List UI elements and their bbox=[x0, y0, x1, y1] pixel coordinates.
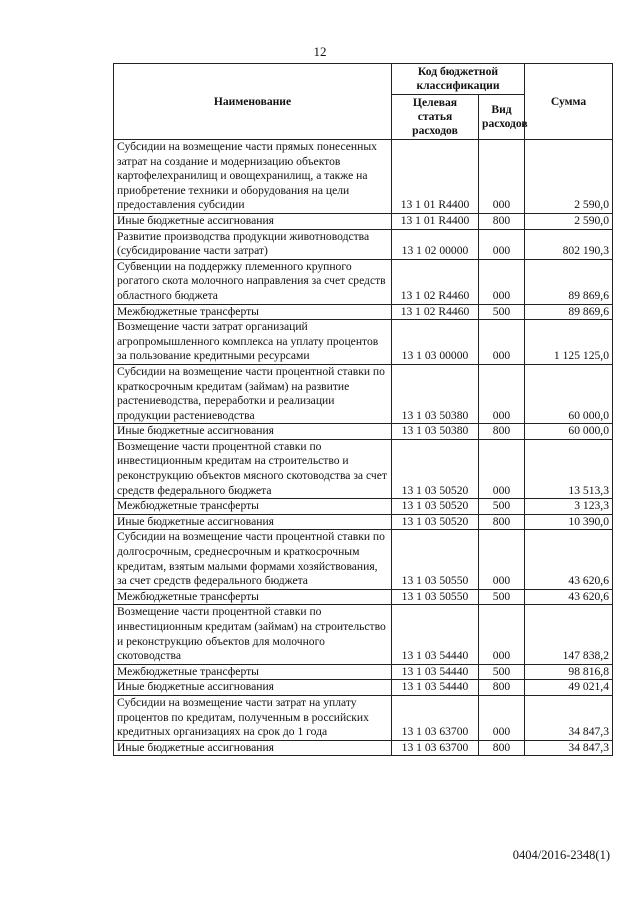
budget-table bbox=[113, 63, 613, 756]
row-name: Межбюджетные трансферты bbox=[114, 664, 392, 680]
row-kind: 800 bbox=[479, 740, 525, 756]
row-kind: 500 bbox=[479, 589, 525, 605]
table-row bbox=[114, 589, 613, 605]
row-name: Субсидии на возмещение части затрат на уплату процентов по кредитам, полученным в российских кредитных организациях на срок до 1 года bbox=[114, 695, 392, 740]
row-code: 13 1 02 00000 bbox=[392, 229, 479, 259]
table-row bbox=[114, 364, 613, 423]
row-kind: 000 bbox=[479, 229, 525, 259]
row-name: Межбюджетные трансферты bbox=[114, 589, 392, 605]
row-sum: 34 847,3 bbox=[525, 695, 613, 740]
table-row bbox=[114, 499, 613, 515]
row-name: Межбюджетные трансферты bbox=[114, 499, 392, 515]
row-kind: 800 bbox=[479, 514, 525, 530]
table-row bbox=[114, 680, 613, 696]
row-code: 13 1 03 50550 bbox=[392, 530, 479, 589]
row-kind: 000 bbox=[479, 140, 525, 214]
row-sum: 43 620,6 bbox=[525, 589, 613, 605]
row-kind: 000 bbox=[479, 259, 525, 304]
document-id: 0404/2016-2348(1) bbox=[512, 848, 610, 862]
row-sum: 13 513,3 bbox=[525, 439, 613, 498]
row-kind: 500 bbox=[479, 499, 525, 515]
row-kind: 500 bbox=[479, 304, 525, 320]
row-code: 13 1 03 50520 bbox=[392, 514, 479, 530]
row-name: Субсидии на возмещение части процентной ставки по долгосрочным, среднесрочным и краткосрочным кредитам, взятым малыми формами хозяйствования, за счет средств федерального бюджета bbox=[114, 530, 392, 589]
row-sum: 10 390,0 bbox=[525, 514, 613, 530]
row-code: 13 1 03 54440 bbox=[392, 680, 479, 696]
row-kind: 800 bbox=[479, 680, 525, 696]
row-sum: 1 125 125,0 bbox=[525, 320, 613, 365]
table-row bbox=[114, 424, 613, 440]
row-name: Субсидии на возмещение части прямых понесенных затрат на создание и модернизацию объектов картофелехранилищ и овощехранилищ, а также на приобретение техники и оборудования на цели предоставления субсидии bbox=[114, 140, 392, 214]
row-sum: 89 869,6 bbox=[525, 259, 613, 304]
row-code: 13 1 02 R4460 bbox=[392, 304, 479, 320]
header-kind: Вид расходов bbox=[479, 95, 525, 140]
row-name: Иные бюджетные ассигнования bbox=[114, 514, 392, 530]
row-sum: 49 021,4 bbox=[525, 680, 613, 696]
table-row bbox=[114, 740, 613, 756]
table-row bbox=[114, 320, 613, 365]
row-sum: 60 000,0 bbox=[525, 424, 613, 440]
row-name: Иные бюджетные ассигнования bbox=[114, 680, 392, 696]
header-target: Целевая статья расходов bbox=[392, 95, 479, 140]
row-kind: 000 bbox=[479, 439, 525, 498]
row-name: Иные бюджетные ассигнования bbox=[114, 424, 392, 440]
row-code: 13 1 03 63700 bbox=[392, 695, 479, 740]
row-kind: 000 bbox=[479, 320, 525, 365]
row-code: 13 1 01 R4400 bbox=[392, 213, 479, 229]
table-row bbox=[114, 695, 613, 740]
row-kind: 000 bbox=[479, 364, 525, 423]
row-name: Возмещение части процентной ставки по инвестиционным кредитам на строительство и реконструкцию объектов мясного скотоводства за счет средств федерального бюджета bbox=[114, 439, 392, 498]
table-row bbox=[114, 304, 613, 320]
row-code: 13 1 03 50550 bbox=[392, 589, 479, 605]
row-code: 13 1 01 R4400 bbox=[392, 140, 479, 214]
table-row bbox=[114, 229, 613, 259]
table-header bbox=[114, 64, 613, 140]
row-code: 13 1 03 50520 bbox=[392, 499, 479, 515]
row-sum: 89 869,6 bbox=[525, 304, 613, 320]
row-kind: 000 bbox=[479, 605, 525, 664]
row-sum: 147 838,2 bbox=[525, 605, 613, 664]
table-row bbox=[114, 439, 613, 498]
row-code: 13 1 03 50380 bbox=[392, 364, 479, 423]
row-name: Развитие производства продукции животноводства (субсидирование части затрат) bbox=[114, 229, 392, 259]
row-code: 13 1 03 50380 bbox=[392, 424, 479, 440]
table-row bbox=[114, 514, 613, 530]
row-kind: 000 bbox=[479, 530, 525, 589]
header-code-group: Код бюджетной классификации bbox=[392, 64, 525, 95]
table-row bbox=[114, 530, 613, 589]
page-number: 12 bbox=[313, 44, 327, 59]
row-kind: 800 bbox=[479, 213, 525, 229]
row-kind: 500 bbox=[479, 664, 525, 680]
table-body bbox=[114, 140, 613, 756]
row-name: Иные бюджетные ассигнования bbox=[114, 213, 392, 229]
row-name: Иные бюджетные ассигнования bbox=[114, 740, 392, 756]
row-sum: 802 190,3 bbox=[525, 229, 613, 259]
row-name: Возмещение части затрат организаций агропромышленного комплекса на уплату процентов за пользование кредитными ресурсами bbox=[114, 320, 392, 365]
row-sum: 98 816,8 bbox=[525, 664, 613, 680]
row-name: Субвенции на поддержку племенного крупного рогатого скота молочного направления за счет средств областного бюджета bbox=[114, 259, 392, 304]
header-name: Наименование bbox=[114, 64, 392, 140]
row-kind: 800 bbox=[479, 424, 525, 440]
row-sum: 2 590,0 bbox=[525, 213, 613, 229]
row-sum: 60 000,0 bbox=[525, 364, 613, 423]
table-row bbox=[114, 664, 613, 680]
table-row bbox=[114, 213, 613, 229]
row-name: Возмещение части процентной ставки по инвестиционным кредитам (займам) на строительство и реконструкцию объектов для молочного скотоводства bbox=[114, 605, 392, 664]
table-row bbox=[114, 259, 613, 304]
table-row bbox=[114, 605, 613, 664]
row-sum: 43 620,6 bbox=[525, 530, 613, 589]
row-code: 13 1 03 00000 bbox=[392, 320, 479, 365]
row-code: 13 1 03 50520 bbox=[392, 439, 479, 498]
table-row bbox=[114, 140, 613, 214]
row-name: Субсидии на возмещение части процентной ставки по краткосрочным кредитам (займам) на развитие растениеводства, переработки и реализации продукции растениеводства bbox=[114, 364, 392, 423]
row-code: 13 1 02 R4460 bbox=[392, 259, 479, 304]
row-sum: 2 590,0 bbox=[525, 140, 613, 214]
row-sum: 34 847,3 bbox=[525, 740, 613, 756]
row-code: 13 1 03 54440 bbox=[392, 605, 479, 664]
row-name: Межбюджетные трансферты bbox=[114, 304, 392, 320]
row-code: 13 1 03 54440 bbox=[392, 664, 479, 680]
header-sum: Сумма bbox=[525, 64, 613, 140]
row-code: 13 1 03 63700 bbox=[392, 740, 479, 756]
row-kind: 000 bbox=[479, 695, 525, 740]
row-sum: 3 123,3 bbox=[525, 499, 613, 515]
